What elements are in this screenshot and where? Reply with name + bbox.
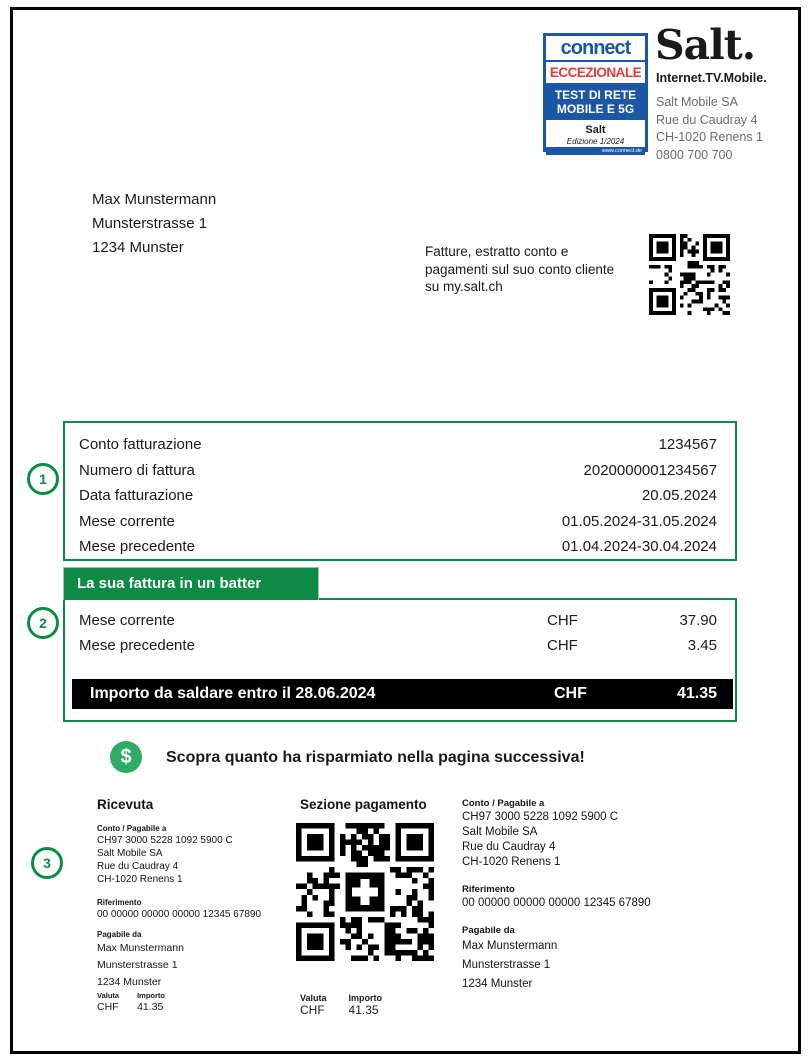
connect-winner: Salt xyxy=(585,124,606,136)
portal-note-line: pagamenti sul suo conto cliente xyxy=(425,261,615,277)
details-payer xyxy=(462,937,702,994)
salt-logo: Salt. xyxy=(655,21,755,69)
details-reference-label: Riferimento xyxy=(462,884,515,895)
details-account-label: Conto / Pagabile a xyxy=(462,798,545,809)
connect-test-line2: MOBILE E 5G xyxy=(556,102,635,116)
receipt-section xyxy=(97,797,297,991)
details-payee-line: Rue du Caudray 4 xyxy=(462,841,556,853)
connect-edition: Edizione 1/2024 xyxy=(566,137,625,146)
info-value: 01.05.2024-31.05.2024 xyxy=(561,512,717,530)
connect-award-badge xyxy=(543,33,648,152)
info-label: Numero di fattura xyxy=(79,461,195,479)
receipt-payer-line: Max Munstermann xyxy=(97,942,184,954)
swiss-qr-code xyxy=(296,823,434,961)
connect-test-line1: TEST DI RETE xyxy=(554,88,637,102)
details-payer-line: 1234 Munster xyxy=(462,978,533,990)
payment-currency: CHF xyxy=(300,1003,325,1017)
info-label: Mese precedente xyxy=(79,538,195,555)
receipt-payer-line: 1234 Munster xyxy=(97,976,162,988)
details-payee-line: CH-1020 Renens 1 xyxy=(462,856,561,868)
recipient-street: Munsterstrasse 1 xyxy=(92,215,208,232)
savings-note: Scopra quanto ha risparmiato nella pagina successiva! xyxy=(166,749,585,766)
annotation-circle-2: 2 xyxy=(27,607,59,639)
summary-currency: CHF xyxy=(547,637,578,654)
summary-amount: 3.45 xyxy=(687,637,717,654)
salt-address-line: Salt Mobile SA xyxy=(656,95,738,109)
recipient-name: Max Munstermann xyxy=(92,191,217,208)
summary-row xyxy=(79,633,717,658)
info-row xyxy=(79,509,717,535)
payment-part-section xyxy=(300,797,450,812)
summary-row xyxy=(79,608,717,633)
payment-details-section xyxy=(462,798,702,994)
payment-amount-label: Importo xyxy=(348,993,383,1003)
receipt-payee-line: CH-1020 Renens 1 xyxy=(97,874,183,885)
info-row xyxy=(79,432,717,458)
payment-part-amounts xyxy=(300,993,382,1017)
receipt-account-label: Conto / Pagabile a xyxy=(97,824,167,833)
receipt-reference: 00 00000 00000 00000 12345 67890 xyxy=(97,909,262,920)
salt-address xyxy=(656,94,763,164)
summary-amount: 37.90 xyxy=(679,612,717,629)
details-payer-line: Max Munstermann xyxy=(462,940,558,952)
details-iban: CH97 3000 5228 1092 5900 C xyxy=(462,811,619,823)
info-label: Mese corrente xyxy=(79,512,175,530)
info-row xyxy=(79,483,717,509)
portal-note-line: su my.salt.ch xyxy=(425,279,503,294)
connect-logo: connect xyxy=(546,36,645,62)
receipt-title: Ricevuta xyxy=(97,797,154,812)
summary-label: Mese corrente xyxy=(79,612,175,629)
receipt-account xyxy=(97,834,297,886)
summary-currency: CHF xyxy=(547,612,578,629)
portal-note xyxy=(425,243,614,296)
portal-note-line: Fatture, estratto conto e xyxy=(425,244,569,259)
info-row xyxy=(79,458,717,484)
receipt-currency-label: Valuta xyxy=(97,991,120,1000)
payment-currency-label: Valuta xyxy=(300,993,327,1003)
info-value: 2020000001234567 xyxy=(583,461,717,479)
payment-part-title: Sezione pagamento xyxy=(300,797,427,812)
info-value: 1234567 xyxy=(658,436,717,453)
salt-tagline: Internet.TV.Mobile. xyxy=(656,71,767,85)
connect-test-category xyxy=(546,85,645,120)
receipt-payer xyxy=(97,940,297,991)
details-reference: 00 00000 00000 00000 12345 67890 xyxy=(462,897,651,909)
info-value: 20.05.2024 xyxy=(641,487,717,504)
dollar-icon: $ xyxy=(110,741,142,773)
receipt-payee-line: Rue du Caudray 4 xyxy=(97,861,179,872)
portal-qr-code xyxy=(649,234,730,315)
details-payer-label: Pagabile da xyxy=(462,925,515,936)
salt-phone: 0800 700 700 xyxy=(656,147,733,162)
connect-rating: ECCEZIONALE xyxy=(546,62,645,85)
recipient-city: 1234 Munster xyxy=(92,239,184,256)
details-payee-line: Salt Mobile SA xyxy=(462,826,538,838)
salt-address-line: Rue du Caudray 4 xyxy=(656,112,758,127)
annotation-circle-3: 3 xyxy=(31,847,63,879)
info-label: Conto fatturazione xyxy=(79,436,202,453)
receipt-amount-label: Importo xyxy=(137,991,166,1000)
summary-header-tab: La sua fattura in un batter xyxy=(63,567,319,600)
info-row xyxy=(79,534,717,560)
annotation-circle-1: 1 xyxy=(27,463,59,495)
receipt-amounts xyxy=(97,991,165,1013)
receipt-reference-label: Riferimento xyxy=(97,898,142,907)
receipt-iban: CH97 3000 5228 1092 5900 C xyxy=(97,835,233,846)
invoice-info-box xyxy=(63,421,737,561)
recipient-address xyxy=(92,188,216,260)
summary-label: Mese precedente xyxy=(79,637,195,654)
info-value: 01.04.2024-30.04.2024 xyxy=(561,538,717,555)
info-label: Data fatturazione xyxy=(79,487,194,504)
receipt-payer-line: Munsterstrasse 1 xyxy=(97,959,178,971)
summary-box xyxy=(63,598,737,722)
details-payer-line: Munsterstrasse 1 xyxy=(462,959,551,971)
receipt-payer-label: Pagabile da xyxy=(97,930,142,939)
receipt-payee-line: Salt Mobile SA xyxy=(97,848,163,859)
total-due-currency: CHF xyxy=(554,685,587,702)
total-due-amount: 41.35 xyxy=(676,685,717,702)
payment-amount: 41.35 xyxy=(348,1003,379,1017)
details-account xyxy=(462,810,702,870)
total-due-bar xyxy=(72,679,733,709)
salt-address-line: CH-1020 Renens 1 xyxy=(656,130,764,144)
receipt-currency: CHF xyxy=(97,1001,119,1013)
total-due-label: Importo da saldare entro il 28.06.2024 xyxy=(90,685,376,702)
connect-website: www.connect.de xyxy=(546,147,645,155)
receipt-amount: 41.35 xyxy=(137,1001,164,1013)
